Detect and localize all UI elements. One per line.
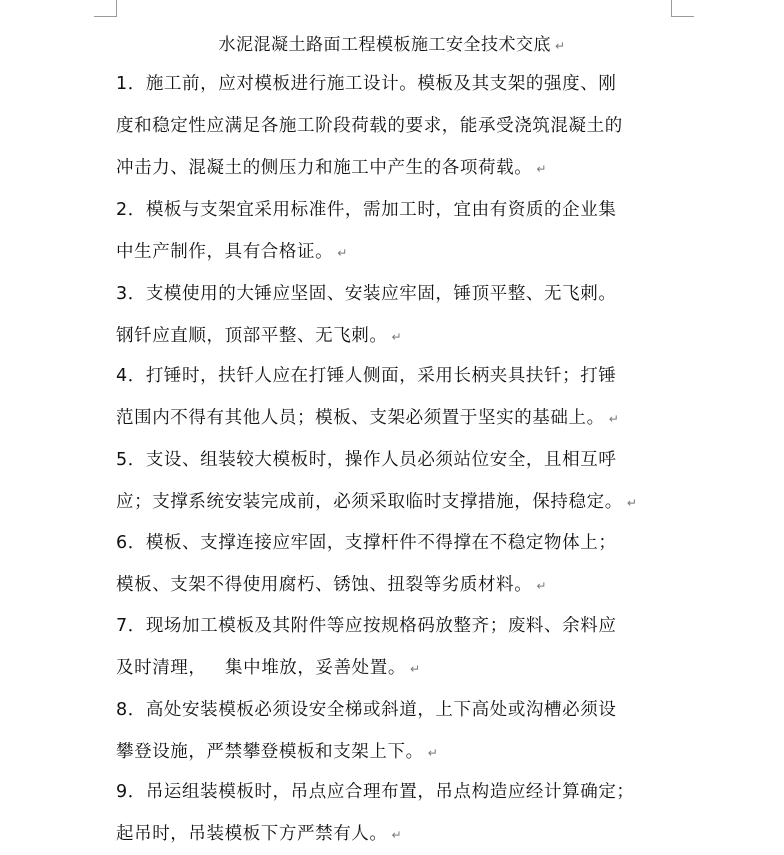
paragraph-line: 2．模板与支架宜采用标准件，需加工时，宜由有资质的企业集 [116, 200, 617, 220]
paragraph-line: 7．现场加工模板及其附件等应按规格码放整齐；废料、余料应 [116, 616, 617, 636]
paragraph-mark-icon: ↵ [536, 579, 547, 593]
page-corner-marker-left [94, 0, 117, 17]
paragraph-line: 应；支撑系统安装完成前，必须采取临时支撑措施，保持稳定。 ↵ [116, 492, 638, 512]
paragraph-line: 攀登设施，严禁攀登模板和支架上下。 ↵ [116, 742, 439, 762]
paragraph-mark-icon: ↵ [427, 746, 439, 760]
paragraph-line: 4．打锤时，扶钎人应在打锤人侧面，采用长柄夹具扶钎；打锤 [116, 366, 617, 386]
paragraph-mark-icon: ↵ [554, 39, 566, 53]
paragraph-mark-icon: ↵ [337, 246, 348, 260]
paragraph-mark-icon: ↵ [391, 330, 403, 344]
page-corner-marker-right [671, 0, 694, 17]
paragraph-line: 6．模板、支撑连接应牢固，支撑杆件不得撑在不稳定物体上； [116, 533, 617, 553]
paragraph-mark-icon: ↵ [608, 412, 620, 426]
paragraph-line: 钢钎应直顺，顶部平整、无飞刺。 ↵ [116, 326, 403, 346]
paragraph-line: 1．施工前，应对模板进行施工设计。模板及其支架的强度、刚 [116, 74, 617, 94]
paragraph-line: 范围内不得有其他人员；模板、支架必须置于坚实的基础上。 ↵ [116, 408, 620, 428]
paragraph-line: 3．支模使用的大锤应坚固、安装应牢固，锤顶平整、无飞刺。 [116, 284, 617, 304]
paragraph-mark-icon: ↵ [391, 828, 403, 842]
paragraph-line: 9．吊运组装模板时，吊点应合理布置，吊点构造应经计算确定； [116, 782, 635, 802]
paragraph-line: 中生产制作，具有合格证。 ↵ [116, 242, 348, 262]
paragraph-line: 度和稳定性应满足各施工阶段荷载的要求，能承受浇筑混凝土的 [116, 116, 623, 136]
paragraph-line: 模板、支架不得使用腐朽、锈蚀、扭裂等劣质材料。 ↵ [116, 575, 547, 595]
paragraph-line: 起吊时，吊装模板下方严禁有人。 ↵ [116, 824, 403, 844]
paragraph-mark-icon: ↵ [536, 162, 547, 176]
paragraph-mark-icon: ↵ [410, 662, 421, 676]
paragraph-mark-icon: ↵ [626, 496, 638, 510]
paragraph-line: 冲击力、混凝土的侧压力和施工中产生的各项荷载。 ↵ [116, 158, 547, 178]
paragraph-line: 8．高处安装模板必须设安全梯或斜道，上下高处或沟槽必须设 [116, 700, 617, 720]
document-title: 水泥混凝土路面工程模板施工安全技术交底 ↵ [218, 35, 566, 55]
paragraph-line: 及时清理， 集中堆放，妥善处置。 ↵ [116, 658, 421, 678]
paragraph-line: 5．支设、组装较大模板时，操作人员必须站位安全，且相互呼 [116, 450, 617, 470]
